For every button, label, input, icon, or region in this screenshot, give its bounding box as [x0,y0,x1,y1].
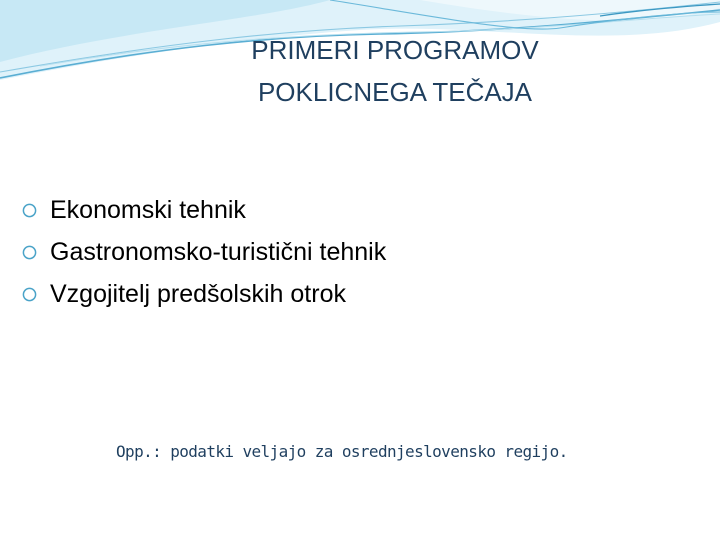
bullet-item [22,231,386,273]
bullet-item [22,273,386,315]
bullet-item [22,189,386,231]
bullet-text: Gastronomsko-turistični tehnik [50,237,387,266]
slide-title-line-2: POKLICNEGA TEČAJA [257,77,533,107]
bullet-list [22,189,386,315]
slide-title-line-1: PRIMERI PROGRAMOV [251,35,539,65]
bullet-text: Ekonomski tehnik [50,195,246,224]
circle-bullet-icon [22,287,37,302]
bullet-text: Vzgojitelj predšolskih otrok [50,279,346,308]
circle-bullet-icon [22,245,37,260]
circle-bullet-icon [22,203,37,218]
footnote-text: Opp.: podatki veljajo za osrednjeslovensko regijo. [116,442,568,461]
